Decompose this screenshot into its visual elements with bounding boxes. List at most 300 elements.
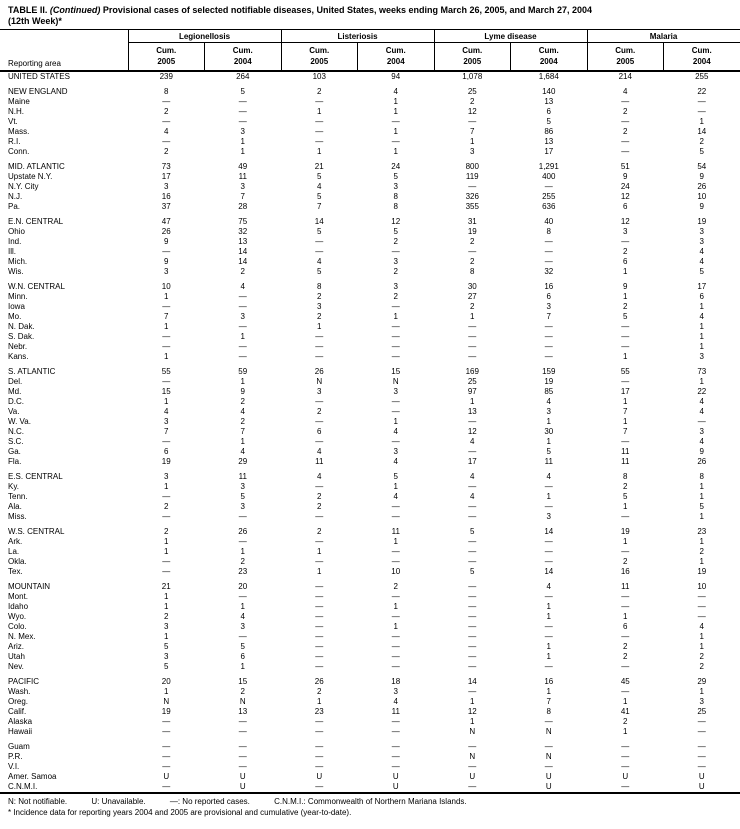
value-cell: — <box>162 137 171 146</box>
reporting-area-cell: Pa. <box>8 202 21 211</box>
value-cell: — <box>468 612 477 621</box>
reporting-area-cell: Wash. <box>8 687 31 696</box>
value-cell: 12 <box>467 707 477 716</box>
reporting-area-cell: R.I. <box>8 137 21 146</box>
value-cell: — <box>391 752 400 761</box>
value-cell: 3 <box>240 312 245 321</box>
value-cell: — <box>468 512 477 521</box>
value-cell: — <box>162 377 171 386</box>
value-cell: 8 <box>623 472 628 481</box>
footnotes <box>0 794 740 818</box>
value-cell: — <box>468 782 477 791</box>
value-cell: — <box>468 622 477 631</box>
table-row <box>0 697 740 707</box>
value-cell: 1 <box>546 612 551 621</box>
reporting-area-cell: Vt. <box>8 117 18 126</box>
value-cell: N <box>392 377 399 386</box>
value-cell: 3 <box>164 622 169 631</box>
value-cell: 8 <box>393 202 398 211</box>
value-cell: 13 <box>467 407 477 416</box>
value-cell: 29 <box>697 677 707 686</box>
value-cell: 1 <box>699 632 704 641</box>
value-cell: — <box>162 117 171 126</box>
value-cell: — <box>544 182 553 191</box>
value-cell: 11 <box>238 172 247 181</box>
value-cell: — <box>162 512 171 521</box>
reporting-area-cell: MOUNTAIN <box>8 582 51 591</box>
table-row <box>0 147 740 157</box>
value-cell: 5 <box>699 267 704 276</box>
reporting-area-cell: W. Va. <box>8 417 31 426</box>
value-cell: 19 <box>544 377 554 386</box>
value-cell: 23 <box>238 567 248 576</box>
value-cell: — <box>391 742 400 751</box>
value-cell: 10 <box>391 567 401 576</box>
value-cell: 1 <box>699 537 704 546</box>
value-cell: — <box>544 742 553 751</box>
value-cell: 2 <box>164 502 169 511</box>
table-header <box>0 30 740 72</box>
reporting-area-cell: Iowa <box>8 302 25 311</box>
value-cell: 55 <box>620 367 630 376</box>
value-cell: 1 <box>470 397 475 406</box>
value-cell: — <box>468 537 477 546</box>
value-cell: 5 <box>240 642 245 651</box>
reporting-area-cell: V.I. <box>8 762 20 771</box>
table-row <box>0 162 740 172</box>
value-cell: — <box>468 247 477 256</box>
value-cell: 7 <box>164 427 169 436</box>
table-row <box>0 387 740 397</box>
reporting-area-cell: C.N.M.I. <box>8 782 38 791</box>
value-cell: 75 <box>238 217 248 226</box>
table-row <box>0 662 740 672</box>
value-cell: — <box>468 687 477 696</box>
value-cell: U <box>239 772 246 781</box>
value-cell: 2 <box>164 107 169 116</box>
value-cell: 8 <box>546 707 551 716</box>
reporting-area-cell: Mass. <box>8 127 30 136</box>
table-section <box>0 672 740 737</box>
reporting-area-cell: Hawaii <box>8 727 33 736</box>
value-cell: — <box>468 342 477 351</box>
value-cell: 55 <box>161 367 171 376</box>
value-cell: — <box>468 547 477 556</box>
value-cell: 9 <box>623 282 628 291</box>
value-cell: 4 <box>393 87 398 96</box>
value-cell: — <box>468 447 477 456</box>
reporting-area-cell: Kans. <box>8 352 29 361</box>
value-cell: 30 <box>467 282 477 291</box>
value-cell: — <box>391 547 400 556</box>
value-cell: 1 <box>240 602 245 611</box>
reporting-area-cell: Wyo. <box>8 612 27 621</box>
value-cell: 169 <box>465 367 479 376</box>
reporting-area-cell: MID. ATLANTIC <box>8 162 65 171</box>
value-cell: — <box>468 662 477 671</box>
value-cell: 1,291 <box>538 162 559 171</box>
value-cell: 1 <box>164 687 169 696</box>
column-group-malaria: Malaria <box>587 30 740 43</box>
value-cell: 32 <box>544 267 554 276</box>
value-cell: 1 <box>623 267 628 276</box>
value-cell: — <box>544 482 553 491</box>
value-cell: — <box>391 557 400 566</box>
value-cell: 3 <box>393 182 398 191</box>
value-cell: — <box>621 742 630 751</box>
value-cell: 15 <box>161 387 171 396</box>
value-cell: 4 <box>164 407 169 416</box>
value-cell: 1 <box>699 117 704 126</box>
value-cell: 17 <box>697 282 707 291</box>
table-section <box>0 737 740 793</box>
value-cell: U <box>469 772 476 781</box>
value-cell: 7 <box>240 427 245 436</box>
reporting-area-cell: Mont. <box>8 592 29 601</box>
value-cell: N <box>316 377 323 386</box>
value-cell: 23 <box>314 707 324 716</box>
value-cell: 1 <box>623 612 628 621</box>
table-section <box>0 362 740 467</box>
value-cell: 9 <box>164 257 169 266</box>
reporting-area-cell: La. <box>8 547 20 556</box>
table-title-line2: (12th Week)* <box>8 16 62 26</box>
value-cell: 12 <box>467 107 477 116</box>
table-row <box>0 397 740 407</box>
table-row <box>0 557 740 567</box>
value-cell: — <box>468 582 477 591</box>
value-cell: 23 <box>697 527 707 536</box>
table-title-text: Provisional cases of selected notifiable diseases, United States, weeks ending March 26, 2005, and March 27, 2004 <box>102 5 593 15</box>
value-cell: 4 <box>317 182 322 191</box>
value-cell: 5 <box>393 227 398 236</box>
value-cell: — <box>315 752 324 761</box>
value-cell: 4 <box>699 257 704 266</box>
value-cell: — <box>391 717 400 726</box>
table-section <box>0 277 740 362</box>
table-row <box>0 482 740 492</box>
value-cell: 9 <box>699 447 704 456</box>
value-cell: 2 <box>623 127 628 136</box>
value-cell: — <box>315 717 324 726</box>
table-row <box>0 312 740 322</box>
table-row <box>0 457 740 467</box>
value-cell: 2 <box>623 482 628 491</box>
table-section <box>0 577 740 672</box>
reporting-area-cell: W.S. CENTRAL <box>8 527 65 536</box>
value-cell: — <box>544 257 553 266</box>
reporting-area-cell: Utah <box>8 652 25 661</box>
reporting-area-cell: W.N. CENTRAL <box>8 282 65 291</box>
value-cell: 21 <box>314 162 324 171</box>
value-cell: U <box>239 782 246 791</box>
reporting-area-cell: Minn. <box>8 292 28 301</box>
value-cell: 2 <box>240 397 245 406</box>
value-cell: 1 <box>164 322 169 331</box>
value-cell: 19 <box>161 457 171 466</box>
value-cell: — <box>468 632 477 641</box>
value-cell: 3 <box>546 407 551 416</box>
value-cell: 2 <box>623 717 628 726</box>
value-cell: 4 <box>623 87 628 96</box>
reporting-area-cell: Ga. <box>8 447 21 456</box>
value-cell: — <box>468 742 477 751</box>
table-row <box>0 282 740 292</box>
reporting-area-cell: Oreg. <box>8 697 29 706</box>
table-row <box>0 322 740 332</box>
footnote-legend <box>8 796 732 807</box>
value-cell: U <box>316 772 323 781</box>
value-cell: 159 <box>542 367 556 376</box>
value-cell: 5 <box>317 172 322 181</box>
value-cell: 29 <box>238 457 248 466</box>
value-cell: 1 <box>623 397 628 406</box>
value-cell: 3 <box>393 387 398 396</box>
value-cell: 86 <box>544 127 554 136</box>
value-cell: U <box>163 772 170 781</box>
value-cell: — <box>238 117 247 126</box>
reporting-area-cell: Amer. Samoa <box>8 772 57 781</box>
value-cell: 54 <box>697 162 707 171</box>
value-cell: — <box>468 352 477 361</box>
table-row <box>0 717 740 727</box>
value-cell: — <box>391 502 400 511</box>
value-cell: — <box>391 342 400 351</box>
value-cell: 2 <box>699 662 704 671</box>
value-cell: — <box>544 342 553 351</box>
table-row <box>0 472 740 482</box>
value-cell: 27 <box>467 292 477 301</box>
reporting-area-cell: Wis. <box>8 267 24 276</box>
reporting-area-cell: Upstate N.Y. <box>8 172 53 181</box>
value-cell: 8 <box>317 282 322 291</box>
value-cell: 3 <box>699 227 704 236</box>
table-row <box>0 71 740 82</box>
value-cell: — <box>468 557 477 566</box>
value-cell: 1 <box>393 107 398 116</box>
value-cell: — <box>391 762 400 771</box>
value-cell: — <box>544 632 553 641</box>
legend-no-reported-cases: —: No reported cases. <box>169 797 250 806</box>
value-cell: 5 <box>546 447 551 456</box>
value-cell: 2 <box>240 687 245 696</box>
value-cell: 2 <box>240 267 245 276</box>
value-cell: 355 <box>465 202 479 211</box>
value-cell: 1 <box>546 602 551 611</box>
value-cell: — <box>238 592 247 601</box>
value-cell: 26 <box>161 227 171 236</box>
value-cell: 6 <box>164 447 169 456</box>
value-cell: 7 <box>164 312 169 321</box>
table-row <box>0 237 740 247</box>
table-row <box>0 547 740 557</box>
table-row <box>0 227 740 237</box>
value-cell: 9 <box>623 172 628 181</box>
table-row <box>0 592 740 602</box>
value-cell: — <box>315 557 324 566</box>
reporting-area-cell: Del. <box>8 377 23 386</box>
value-cell: — <box>544 762 553 771</box>
value-cell: 12 <box>620 217 630 226</box>
value-cell: — <box>391 137 400 146</box>
reporting-area-cell: N. Dak. <box>8 322 35 331</box>
value-cell: N <box>163 697 170 706</box>
value-cell: 1 <box>623 292 628 301</box>
value-cell: — <box>391 512 400 521</box>
value-cell: 49 <box>238 162 248 171</box>
value-cell: — <box>697 762 706 771</box>
value-cell: 2 <box>240 557 245 566</box>
value-cell: — <box>315 512 324 521</box>
value-cell: 1,078 <box>462 72 483 81</box>
table-row <box>0 172 740 182</box>
table-row <box>0 437 740 447</box>
value-cell: 1 <box>623 502 628 511</box>
value-cell: 11 <box>544 457 553 466</box>
value-cell: 4 <box>470 437 475 446</box>
value-cell: 17 <box>467 457 477 466</box>
value-cell: — <box>238 752 247 761</box>
value-cell: 1 <box>699 557 704 566</box>
reporting-area-cell: S. Dak. <box>8 332 35 341</box>
value-cell: 1 <box>393 622 398 631</box>
value-cell: — <box>315 592 324 601</box>
value-cell: 8 <box>699 472 704 481</box>
value-cell: — <box>238 762 247 771</box>
value-cell: 1 <box>699 482 704 491</box>
reporting-area-cell: Ark. <box>8 537 23 546</box>
value-cell: — <box>621 547 630 556</box>
reporting-area-cell: Maine <box>8 97 30 106</box>
value-cell: 4 <box>317 447 322 456</box>
value-cell: 2 <box>393 582 398 591</box>
value-cell: 1 <box>240 437 245 446</box>
value-cell: 326 <box>465 192 479 201</box>
value-cell: — <box>162 342 171 351</box>
value-cell: N <box>469 727 476 736</box>
value-cell: 7 <box>623 407 628 416</box>
reporting-area-cell: P.R. <box>8 752 23 761</box>
value-cell: 5 <box>393 472 398 481</box>
value-cell: 14 <box>467 677 477 686</box>
value-cell: 1 <box>623 417 628 426</box>
value-cell: 400 <box>542 172 556 181</box>
value-cell: — <box>315 97 324 106</box>
value-cell: 3 <box>393 447 398 456</box>
value-cell: 10 <box>161 282 171 291</box>
value-cell: 3 <box>699 352 704 361</box>
value-cell: 3 <box>699 697 704 706</box>
value-cell: 19 <box>467 227 477 236</box>
value-cell: 1 <box>393 97 398 106</box>
value-cell: 1 <box>164 292 169 301</box>
value-cell: 1 <box>470 137 475 146</box>
col-header-legionellosis-2005: Cum. 2005 <box>128 43 205 72</box>
value-cell: — <box>391 247 400 256</box>
value-cell: 14 <box>238 247 248 256</box>
table-row <box>0 247 740 257</box>
value-cell: — <box>697 752 706 761</box>
value-cell: — <box>621 592 630 601</box>
value-cell: — <box>468 652 477 661</box>
value-cell: 3 <box>164 417 169 426</box>
value-cell: — <box>315 652 324 661</box>
table-row <box>0 492 740 502</box>
value-cell: 1 <box>393 127 398 136</box>
value-cell: 6 <box>623 202 628 211</box>
value-cell: 1 <box>240 137 245 146</box>
table-row <box>0 302 740 312</box>
value-cell: 28 <box>238 202 248 211</box>
table-row <box>0 377 740 387</box>
value-cell: 6 <box>546 107 551 116</box>
value-cell: — <box>315 137 324 146</box>
value-cell: 103 <box>312 72 326 81</box>
value-cell: — <box>697 592 706 601</box>
reporting-area-cell: Ariz. <box>8 642 24 651</box>
value-cell: — <box>238 512 247 521</box>
value-cell: — <box>544 332 553 341</box>
value-cell: — <box>315 582 324 591</box>
value-cell: 1 <box>699 687 704 696</box>
value-cell: 1 <box>393 417 398 426</box>
value-cell: — <box>697 417 706 426</box>
column-group-lyme-disease: Lyme disease <box>434 30 587 43</box>
value-cell: 40 <box>544 217 554 226</box>
value-cell: 3 <box>240 622 245 631</box>
value-cell: 800 <box>465 162 479 171</box>
value-cell: — <box>315 782 324 791</box>
value-cell: 11 <box>391 527 400 536</box>
value-cell: 1 <box>164 482 169 491</box>
value-cell: — <box>315 127 324 136</box>
value-cell: 2 <box>317 502 322 511</box>
reporting-area-cell: N. Mex. <box>8 632 36 641</box>
reporting-area-cell: Ky. <box>8 482 19 491</box>
value-cell: 32 <box>238 227 248 236</box>
reporting-area-cell: N.Y. City <box>8 182 39 191</box>
value-cell: 2 <box>240 417 245 426</box>
value-cell: 1 <box>623 352 628 361</box>
value-cell: — <box>621 632 630 641</box>
value-cell: — <box>544 322 553 331</box>
value-cell: 3 <box>317 302 322 311</box>
value-cell: 13 <box>238 707 248 716</box>
value-cell: — <box>468 482 477 491</box>
value-cell: 4 <box>546 582 551 591</box>
value-cell: — <box>621 752 630 761</box>
reporting-area-cell: Nebr. <box>8 342 28 351</box>
value-cell: — <box>238 352 247 361</box>
value-cell: 7 <box>623 427 628 436</box>
value-cell: 1 <box>699 342 704 351</box>
value-cell: 6 <box>317 427 322 436</box>
table-row <box>0 687 740 697</box>
table-row <box>0 332 740 342</box>
value-cell: 16 <box>544 282 554 291</box>
value-cell: 20 <box>161 677 171 686</box>
value-cell: 3 <box>240 482 245 491</box>
value-cell: 31 <box>467 217 477 226</box>
value-cell: 73 <box>697 367 707 376</box>
value-cell: 4 <box>699 437 704 446</box>
value-cell: 2 <box>470 302 475 311</box>
value-cell: — <box>238 107 247 116</box>
table-section <box>0 522 740 577</box>
value-cell: — <box>315 117 324 126</box>
value-cell: 3 <box>240 502 245 511</box>
value-cell: 1 <box>164 602 169 611</box>
